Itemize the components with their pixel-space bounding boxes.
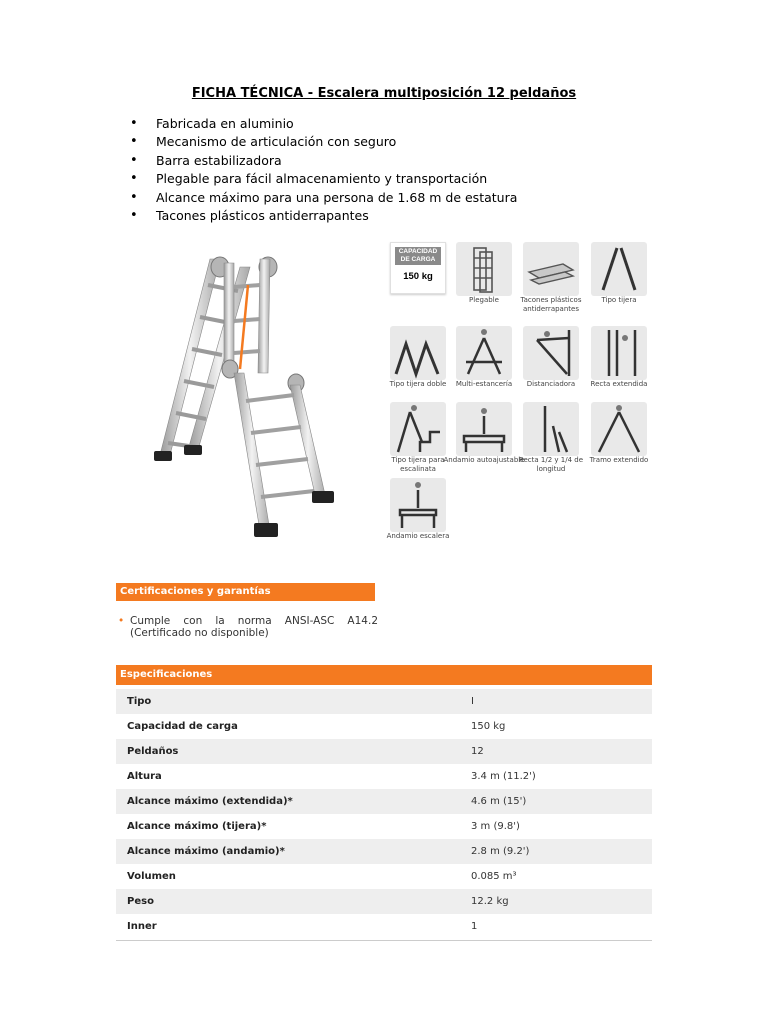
spec-label: Peso: [116, 889, 471, 914]
feature-item: • Mecanismo de articulación con seguro: [128, 133, 517, 151]
table-row: [116, 889, 652, 914]
position-caption: Tipo tijera doble: [389, 380, 447, 388]
ladder-product-image: [150, 245, 350, 545]
spec-label: Altura: [127, 771, 162, 782]
page-title: FICHA TÉCNICA - Escalera multiposición 12 peldaños: [191, 86, 577, 101]
extended-section-icon: [591, 402, 647, 456]
feature-item: • Tacones plásticos antiderrapantes: [128, 207, 517, 225]
spec-value: 2.8 m (9.2'): [471, 839, 652, 864]
specifications-table: [116, 689, 652, 939]
certifications-heading: Certificaciones y garantías: [116, 583, 375, 601]
position-caption: Recta extendida: [590, 380, 648, 388]
table-row: [116, 814, 652, 839]
certification-item: • Cumple con la norma ANSI-ASC A14.2 (Certificado no disponible): [118, 616, 378, 639]
certifications-list: [118, 616, 378, 639]
position-caption: Recta 1/2 y 1/4 de longitud: [518, 456, 584, 473]
table-row: [116, 839, 652, 864]
non-slip-feet-icon: [523, 242, 579, 296]
spec-label: Alcance máximo (andamio)*: [116, 839, 471, 864]
table-row: [116, 789, 652, 814]
position-caption: Tipo tijera: [601, 296, 637, 304]
feature-list: [128, 115, 517, 225]
capacity-value: 150 kg: [403, 271, 433, 282]
folded-icon: [456, 242, 512, 296]
spec-value: 3.4 m (11.2'): [471, 771, 536, 782]
spec-label: Alcance máximo (extendida)*: [116, 789, 471, 814]
capacity-label: CAPACIDAD DE CARGA: [395, 247, 441, 265]
stair-ladder-icon: [390, 402, 446, 456]
spec-label: Tipo: [116, 689, 471, 714]
standoff-icon: [523, 326, 579, 380]
feature-item: • Barra estabilizadora: [128, 152, 517, 170]
table-bottom-rule: [116, 940, 652, 941]
feature-item: • Plegable para fácil almacenamiento y transportación: [128, 170, 517, 188]
spec-label: Capacidad de carga: [127, 721, 238, 732]
position-caption: Tacones plásticos antiderrapantes: [520, 296, 582, 313]
spec-label: Peldaños: [116, 739, 471, 764]
a-frame-icon: [591, 242, 647, 296]
spec-label: Inner: [127, 921, 157, 932]
spec-label: Alcance máximo (tijera)*: [127, 821, 267, 832]
scaffold-ladder-icon: [390, 478, 446, 532]
scaffold-icon: [456, 402, 512, 456]
straight-extended-icon: [591, 326, 647, 380]
half-length-icon: [523, 402, 579, 456]
spec-label: Volumen: [127, 871, 176, 882]
spec-value: 3 m (9.8'): [471, 821, 520, 832]
spec-value: 1: [471, 921, 478, 932]
table-row: [116, 864, 652, 889]
spec-value: 0.085 m³: [471, 871, 517, 882]
capacity-badge: [390, 242, 446, 294]
specifications-heading: Especificaciones: [116, 665, 652, 685]
table-row: [116, 739, 652, 764]
feature-item: • Alcance máximo para una persona de 1.68 m de estatura: [128, 189, 517, 207]
spec-value: 12.2 kg: [471, 889, 652, 914]
position-caption: Andamio escalera: [386, 532, 450, 540]
table-row: [116, 714, 652, 739]
position-caption: Tramo extendido: [589, 456, 649, 464]
spec-value: 12: [471, 739, 652, 764]
position-caption: Distanciadora: [526, 380, 576, 388]
feature-item: • Fabricada en aluminio: [128, 115, 517, 133]
double-a-frame-icon: [390, 326, 446, 380]
position-caption: Plegable: [469, 296, 499, 304]
position-caption: Andamio autoajustable: [443, 456, 525, 464]
spec-value: 4.6 m (15'): [471, 789, 652, 814]
table-row: [116, 689, 652, 714]
spec-value: 150 kg: [471, 721, 506, 732]
table-row: [116, 764, 652, 789]
position-caption: Multi-estancería: [455, 380, 513, 388]
spec-value: I: [471, 689, 652, 714]
position-caption: Tipo tijera para escalinata: [391, 456, 445, 473]
table-row: [116, 914, 652, 939]
multi-stand-icon: [456, 326, 512, 380]
